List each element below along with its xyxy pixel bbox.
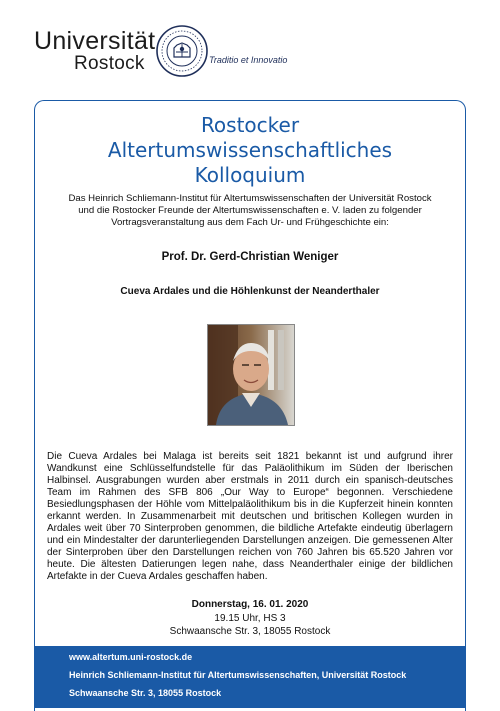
footer-url-link[interactable]: www.altertum.uni-rostock.de [69, 652, 193, 662]
abstract-text: Die Cueva Ardales bei Malaga ist bereits seit 1821 bekannt ist und aufgrund ihrer Wandkunst eine Schlüsselfundstelle für das Paläolithikum im Süden der Iberischen Halbinsel. Ausgrabungen wurden aber erstmals in 2011 durch ein spanisch-deutsches Team im Rahmen des SFB 806 „Our Way to Europe“ begonnen. Verschiedene Besiedlungsphasen der Höhle vom Mittelpaläolithikum bis in die Kupferzeit hinein konnten erkannt werden. In Zusammenarbeit mit deutschen und britischen Kollegen wurden in Ardales weit über 70 Sinterproben genommen, die bildliche Artefakte eindeutig überlagern und ein Mindestalter der darunterliegenden Darstellungen anzeigen. Die gemessenen Alter der Sinterproben über den Darstellungen reichen von 760 Jahren bis 65.520 Jahren vor heute. Die ältesten Datierungen legen nahe, dass Neanderthaler einige der bildlichen Artefakte in der Cueva Ardales geschaffen haben. [47, 451, 453, 582]
title-line3: Kolloquium [194, 163, 306, 187]
speaker-name: Prof. Dr. Gerd-Christian Weniger [161, 251, 339, 263]
title-line1: Rostocker [200, 113, 300, 137]
university-seal-icon [155, 24, 209, 78]
university-logo-text [34, 27, 156, 75]
footer-institute: Heinrich Schliemann-Institut für Altertumswissenschaften, Universität Rostock [69, 670, 407, 680]
event-place: Schwaansche Str. 3, 18055 Rostock [169, 626, 331, 637]
talk-title: Cueva Ardales und die Höhlenkunst der Neanderthaler [120, 286, 380, 297]
intro-line3: Vortragsveranstaltung aus dem Fach Ur- und Frühgeschichte ein: [111, 217, 389, 228]
event-date: Donnerstag, 16. 01. 2020 [191, 599, 309, 610]
title-line2: Altertumswissenschaftliches [107, 138, 393, 162]
speaker-portrait [207, 324, 295, 426]
motto: Traditio et Innovatio [209, 55, 288, 65]
intro-text [50, 193, 450, 229]
intro-line1: Das Heinrich Schliemann-Institut für Altertumswissenschaften der Universität Rostock [68, 193, 432, 204]
university-name-line2: Rostock [74, 53, 145, 74]
university-name-line1: Universität [34, 27, 156, 55]
event-time: 19.15 Uhr, HS 3 [214, 613, 286, 624]
header [0, 0, 500, 92]
intro-line2: und die Rostocker Freunde der Altertumswissenschaften e. V. laden zu folgender [78, 205, 422, 216]
footer-address: Schwaansche Str. 3, 18055 Rostock [69, 688, 222, 698]
footer-bar [34, 646, 466, 708]
